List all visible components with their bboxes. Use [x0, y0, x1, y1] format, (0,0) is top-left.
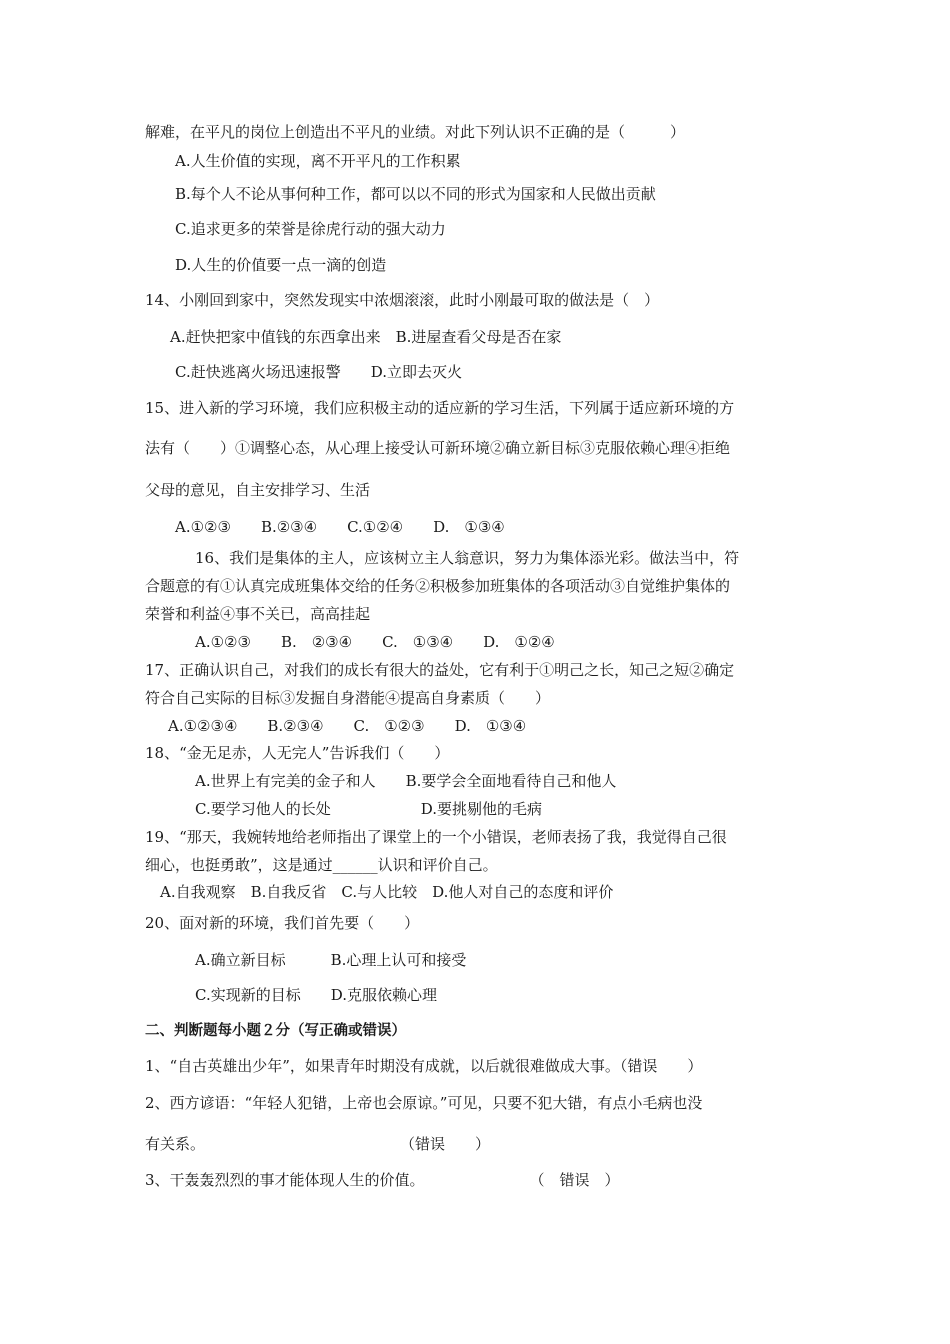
- option-line: A.人生价值的实现，离不开平凡的工作积累: [175, 152, 461, 170]
- option-line: A.①②③④ B.②③④ C. ①②③ D. ①③④: [168, 717, 527, 735]
- question-line: 符合自己实际的目标③发掘自身潜能④提高自身素质（ ）: [145, 689, 551, 707]
- section-heading: 二、判断题每小题２分（写正确或错误）: [145, 1023, 406, 1039]
- option-line: A.世界上有完美的金子和人 B.要学会全面地看待自己和他人: [195, 772, 617, 790]
- option-line: A.①②③ B. ②③④ C. ①③④ D. ①②④: [195, 633, 555, 651]
- text-line: 解难，在平凡的岗位上创造出不平凡的业绩。对此下列认识不正确的是（ ）: [145, 123, 686, 141]
- question-line: 法有（ ）①调整心态，从心理上接受认可新环境②确立新目标③克服依赖心理④拒绝: [145, 439, 731, 457]
- question-line: 15、进入新的学习环境，我们应积极主动的适应新的学习生活，下列属于适应新环境的方: [145, 399, 735, 417]
- option-line: A.自我观察 B.自我反省 C.与人比较 D.他人对自己的态度和评价: [160, 883, 614, 901]
- judgement-line: 1、“自古英雄出少年”，如果青年时期没有成就，以后就很难做成大事。（错误 ）: [145, 1057, 703, 1075]
- question-line: 荣誉和利益④事不关已，高高挂起: [145, 605, 371, 623]
- question-line: 合题意的有①认真完成班集体交给的任务②积极参加班集体的各项活动③自觉维护集体的: [145, 577, 731, 595]
- option-line: C.追求更多的荣誉是徐虎行动的强大动力: [175, 220, 446, 238]
- question-line: 18、“金无足赤，人无完人”告诉我们（ ）: [145, 744, 450, 762]
- option-line: D.人生的价值要一点一滴的创造: [175, 256, 387, 274]
- question-line: 20、面对新的环境，我们首先要（ ）: [145, 914, 420, 932]
- option-line: A.赶快把家中值钱的东西拿出来 B.进屋查看父母是否在家: [170, 328, 562, 346]
- question-line: 父母的意见，自主安排学习、生活: [145, 481, 371, 499]
- question-line: 14、小刚回到家中，突然发现实中浓烟滚滚，此时小刚最可取的做法是（ ）: [145, 291, 660, 309]
- judgement-line: 2、西方谚语：“年轻人犯错，上帝也会原谅。”可见，只要不犯大错，有点小毛病也没: [145, 1094, 703, 1112]
- option-line: C.要学习他人的长处 D.要挑剔他的毛病: [195, 800, 542, 818]
- question-line: 19、“那天，我婉转地给老师指出了课堂上的一个小错误，老师表扬了我，我觉得自己很: [145, 828, 727, 846]
- option-line: A.确立新目标 B.心理上认可和接受: [195, 951, 467, 969]
- option-line: A.①②③ B.②③④ C.①②④ D. ①③④: [175, 518, 505, 536]
- question-line: 16、我们是集体的主人，应该树立主人翁意识，努力为集体添光彩。做法当中，符: [195, 549, 740, 567]
- option-line: C.赶快逃离火场迅速报警 D.立即去灭火: [175, 363, 462, 381]
- option-line: B.每个人不论从事何种工作，都可以以不同的形式为国家和人民做出贡献: [175, 185, 656, 203]
- judgement-line: 有关系。 （错误 ）: [145, 1135, 491, 1153]
- option-line: C.实现新的目标 D.克服依赖心理: [195, 986, 437, 1004]
- question-line: 细心，也挺勇敢”，这是通过______认识和评价自己。: [145, 856, 498, 874]
- question-line: 17、正确认识自己，对我们的成长有很大的益处，它有利于①明己之长，知己之短②确定: [145, 661, 735, 679]
- judgement-line: 3、干轰轰烈烈的事才能体现人生的价值。 （ 错误 ）: [145, 1171, 620, 1189]
